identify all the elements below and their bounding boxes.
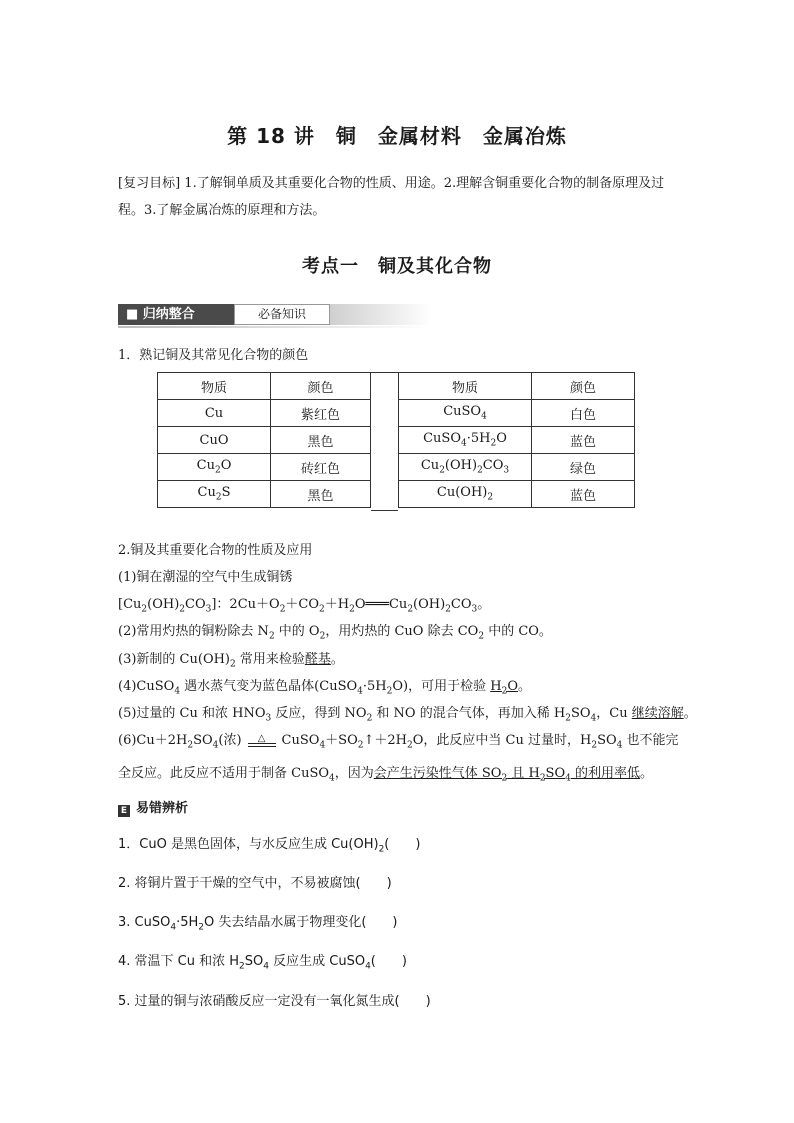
answer-reason: 会产生污染性气体 $SO_2$ 且 $H_2SO_4$ 的利用率低 <box>373 766 640 784</box>
error-item: 3. $CuSO_4\cdot 5H_2O$ 失去结晶水属于物理变化( ) <box>118 915 398 933</box>
item2-p6-line1: $(6)Cu+2H_2SO_4$(浓) △ $CuSO_4+SO_2↑+2H_2O$，此反应中当 Cu 过量时，$H_2SO_4$ 也不能完 <box>118 732 679 751</box>
heat-equals-sign: △ <box>248 735 276 747</box>
banner-light-label: 必备知识 <box>234 304 330 325</box>
table-cell: $Cu_2S$ <box>158 481 271 508</box>
item1-heading: 1．熟记铜及其常见化合物的颜色 <box>118 348 309 363</box>
error-item: 4. 常温下 Cu 和浓 $H_2SO_4$ 反应生成 CuSO$_4$( ) <box>118 954 407 972</box>
review-goals <box>118 170 680 224</box>
table-cell: 黑色 <box>271 481 371 508</box>
e-icon: E <box>118 805 130 817</box>
table-cell: 黑色 <box>271 427 371 454</box>
item2-p1: (1)铜在潮湿的空气中生成铜锈 <box>118 570 293 585</box>
answer-continue-dissolve: 继续溶解 <box>631 706 684 721</box>
header-color: 颜色 <box>271 373 371 400</box>
error-item: 1．CuO 是黑色固体，与水反应生成 $Cu(OH)_2$( ) <box>118 837 421 855</box>
item2-p2: (2)常用灼热的铜粉除去 $N_2$ 中的 $O_2$，用灼热的 CuO 除去 $CO_2$ 中的 CO。 <box>118 624 552 642</box>
review-text: 1.了解铜单质及其重要化合物的性质、用途。2.理解含铜重要化合物的制备原理及过程。3.了解金属冶炼的原理和方法。 <box>118 176 665 218</box>
table-cell: 蓝色 <box>532 481 635 508</box>
header-substance: 物质 <box>399 373 532 400</box>
item2-p4: (4)CuSO$_4$ 遇水蒸气变为蓝色晶体$(CuSO_4\cdot 5H_2O)$，可用于检验 $H_2O$。 <box>118 679 531 697</box>
item2-p3: (3)新制的 $Cu(OH)_2$ 常用来检验醛基。 <box>118 652 344 670</box>
header-color: 颜色 <box>532 373 635 400</box>
item2-p5: (5)过量的 Cu 和浓 $HNO_3$ 反应，得到 $NO_2$ 和 NO 的混合气体，再加入稀 $H_2SO_4$，Cu 继续溶解。 <box>118 706 697 724</box>
review-label: [复习目标] <box>118 176 181 191</box>
banner-underline <box>118 326 432 328</box>
error-item: 5. 过量的铜与浓硝酸反应一定没有一氧化氮生成( ) <box>118 994 431 1009</box>
header-substance: 物质 <box>158 373 271 400</box>
table-cell: 蓝色 <box>532 427 635 454</box>
answer-aldehyde: 醛基 <box>304 652 331 667</box>
table-cell: 紫红色 <box>271 400 371 427</box>
page-title: 第 18 讲 铜 金属材料 金属冶炼 <box>227 124 567 148</box>
errors-heading: E 易错辨析 <box>118 797 188 817</box>
item2-heading: 2.铜及其重要化合物的性质及应用 <box>118 543 313 558</box>
table-cell: CuO <box>158 427 271 454</box>
answer-water: $H_2O$ <box>490 679 518 697</box>
table-cell: 白色 <box>532 400 635 427</box>
error-item: 2. 将铜片置于干燥的空气中，不易被腐蚀( ) <box>118 876 392 891</box>
section-title: 考点一 铜及其化合物 <box>302 256 492 277</box>
table-cell: CuSO$_4$ <box>399 400 532 427</box>
item2-p1-equation: $[Cu_2(OH)_2CO_3]$：$2Cu+O_2+CO_2+H_2O═══Cu_2(OH)_2CO_3$。 <box>118 597 491 615</box>
item2-p6-line2: 全反应。此反应不适用于制备 CuSO$_4$，因为会产生污染性气体 $SO_2$ 且 $H_2SO_4$ 的利用率低。 <box>118 766 654 784</box>
table-cell: 绿色 <box>532 454 635 481</box>
color-table-right <box>398 372 635 508</box>
table-cell: $Cu_2O$ <box>158 454 271 481</box>
table-cell: $Cu_2(OH)_2CO_3$ <box>399 454 532 481</box>
banner-dark-label: ■ 归纳整合 <box>118 304 234 325</box>
summary-banner <box>118 304 432 328</box>
table-gap <box>371 372 398 511</box>
table-cell: $Cu(OH)_2$ <box>399 481 532 508</box>
table-cell: 砖红色 <box>271 454 371 481</box>
table-cell: Cu <box>158 400 271 427</box>
color-table-left <box>157 372 371 508</box>
banner-fade <box>330 304 432 325</box>
table-cell: $CuSO_4\cdot 5H_2O$ <box>399 427 532 454</box>
